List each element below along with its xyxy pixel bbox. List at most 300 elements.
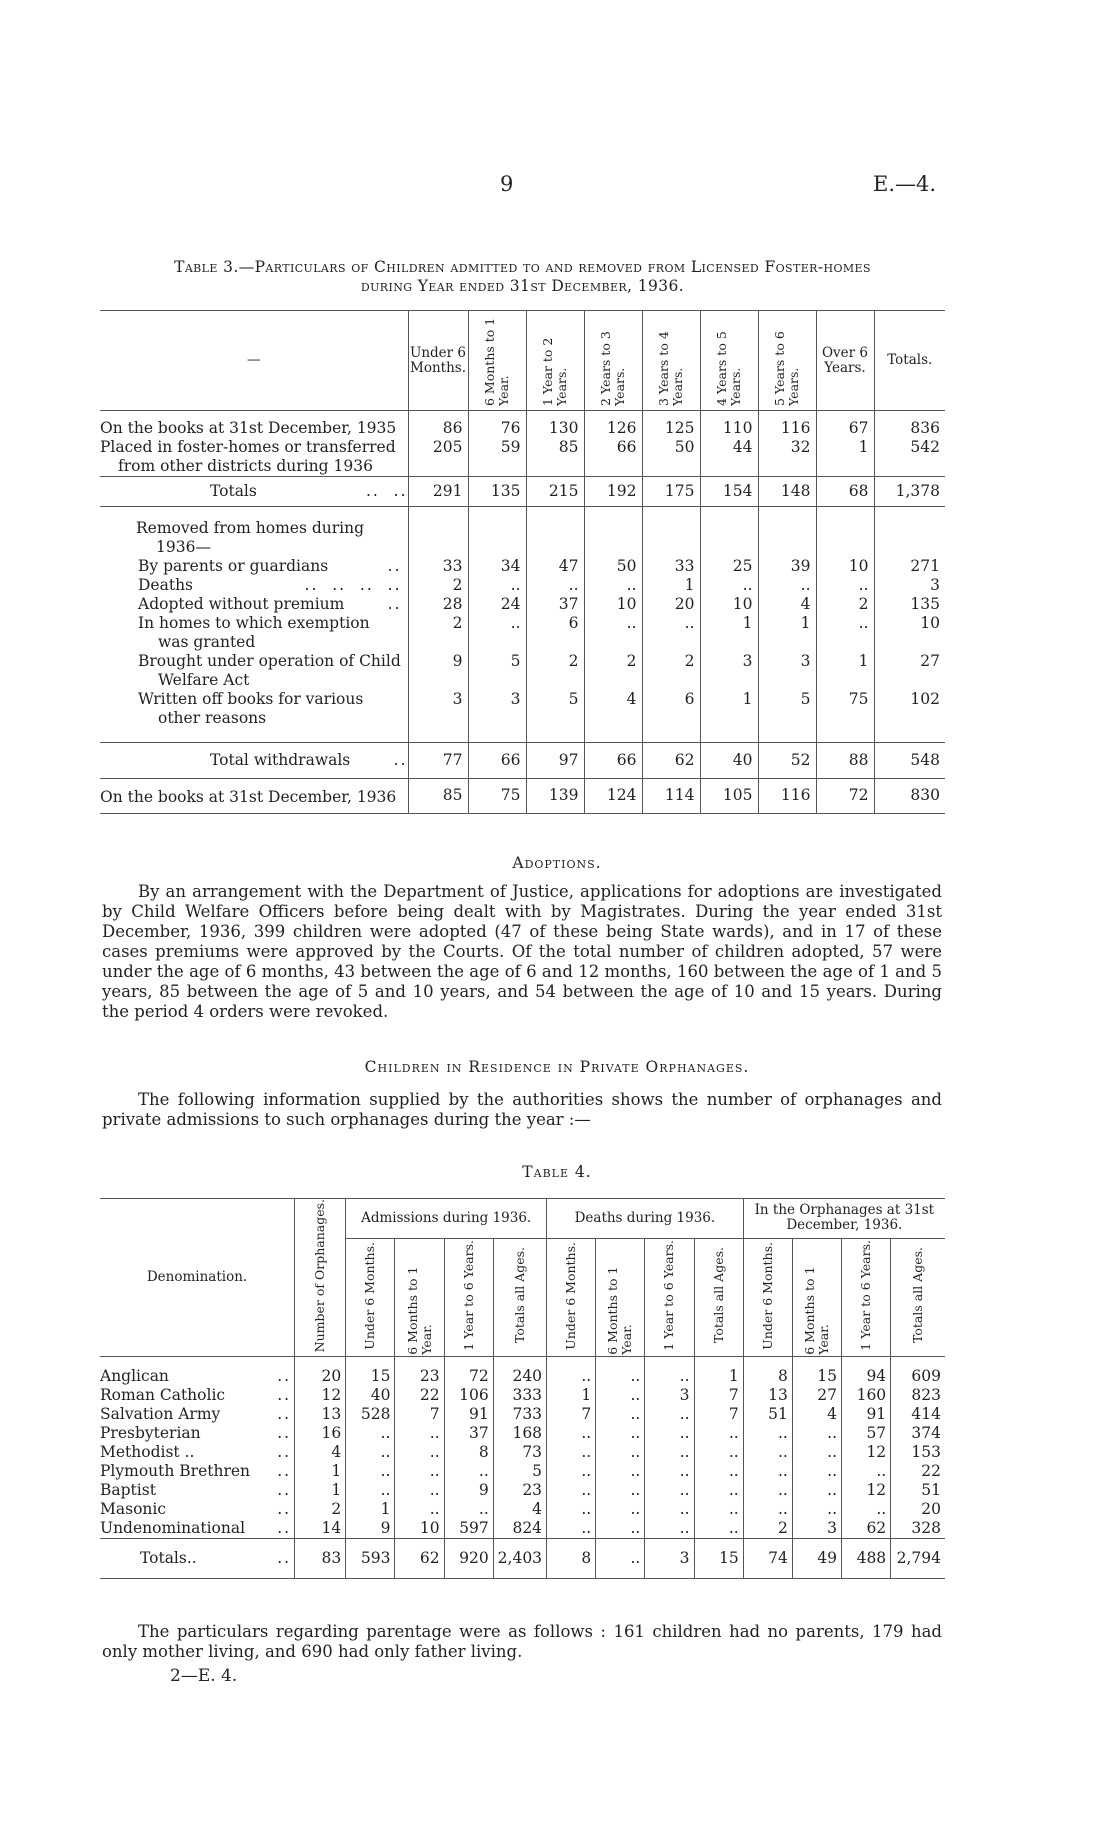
cell: 135 — [468, 476, 526, 506]
cell: .. — [596, 1519, 645, 1539]
cell: 37 — [526, 595, 584, 614]
cell: 824 — [493, 1519, 546, 1539]
cell: 10 — [584, 595, 642, 614]
cell: .. — [792, 1443, 841, 1462]
cell: 110 — [700, 419, 758, 438]
row-label: Total withdrawals .. — [210, 750, 408, 769]
cell: 1 — [694, 1367, 743, 1386]
table-row — [100, 1405, 945, 1424]
table3 — [100, 310, 945, 814]
cell: 328 — [891, 1519, 945, 1539]
cell: .. — [596, 1424, 645, 1443]
cell: 1 — [295, 1481, 346, 1500]
cell: 7 — [694, 1386, 743, 1405]
cell: 6 — [526, 614, 584, 652]
row-label: Totals.. .. — [140, 1548, 292, 1567]
parentage-paragraph: The particulars regarding parentage were as follows : 161 children had no parents, 179 had only mother living, and 690 had only father living. — [102, 1622, 942, 1661]
cell: 5 — [526, 690, 584, 743]
row-label: Roman Catholic .. — [100, 1385, 292, 1404]
t3-col-6-months-1-year: 6 Months to 1 Year. — [468, 311, 526, 411]
footer-signature: 2—E. 4. — [170, 1666, 238, 1686]
cell: 68 — [816, 476, 874, 506]
cell: 3 — [645, 1386, 694, 1405]
cell: 5 — [758, 690, 816, 743]
cell: 593 — [346, 1538, 395, 1578]
table3-corner: — — [100, 311, 408, 411]
table-row — [100, 614, 945, 652]
cell: 12 — [842, 1443, 891, 1462]
cell: 2 — [584, 652, 642, 690]
row-label: Anglican .. — [100, 1366, 292, 1385]
cell: 15 — [792, 1367, 841, 1386]
cell: 20 — [295, 1367, 346, 1386]
row-label: Undenominational .. — [100, 1518, 292, 1537]
cell: 57 — [842, 1424, 891, 1443]
cell: .. — [645, 1367, 694, 1386]
table-row — [100, 652, 945, 690]
table-row — [100, 557, 945, 576]
t3-col-4-5-years: 4 Years to 5 Years. — [700, 311, 758, 411]
death-under-6-months: Under 6 Months. — [547, 1238, 596, 1357]
cell: 153 — [891, 1443, 945, 1462]
cell: 51 — [743, 1405, 792, 1424]
table4-group-row — [100, 1199, 945, 1239]
adm-totals: Totals all Ages. — [493, 1238, 546, 1357]
cell: 97 — [526, 742, 584, 778]
table-row — [100, 1519, 945, 1539]
cell: 7 — [395, 1405, 444, 1424]
cell: 73 — [493, 1443, 546, 1462]
cell: .. — [645, 1500, 694, 1519]
cell: .. — [694, 1443, 743, 1462]
cell: 488 — [842, 1538, 891, 1578]
cell: 102 — [874, 690, 945, 743]
cell: 83 — [295, 1538, 346, 1578]
cell: 124 — [584, 778, 642, 813]
cell: 7 — [694, 1405, 743, 1424]
cell: .. — [842, 1500, 891, 1519]
cell: 8 — [444, 1443, 493, 1462]
death-totals: Totals all Ages. — [694, 1238, 743, 1357]
table3-header-row — [100, 311, 945, 411]
cell: 114 — [642, 778, 700, 813]
cell: 44 — [700, 438, 758, 477]
cell: 4 — [792, 1405, 841, 1424]
cell: 733 — [493, 1405, 546, 1424]
cell: 175 — [642, 476, 700, 506]
cell: 6 — [642, 690, 700, 743]
row-label: Presbyterian .. — [100, 1423, 292, 1442]
denomination-header: Denomination. — [100, 1199, 295, 1357]
cell: 20 — [891, 1500, 945, 1519]
cell: 3 — [700, 652, 758, 690]
cell: 154 — [700, 476, 758, 506]
cell: .. — [444, 1500, 493, 1519]
cell: .. — [645, 1462, 694, 1481]
cell: 10 — [395, 1519, 444, 1539]
row-label: Deaths .. .. .. .. — [138, 575, 402, 594]
cell: 33 — [408, 557, 468, 576]
adm-under-6-months: Under 6 Months. — [346, 1238, 395, 1357]
cell: 12 — [295, 1386, 346, 1405]
cell: 215 — [526, 476, 584, 506]
cell: 28 — [408, 595, 468, 614]
cell: 4 — [493, 1500, 546, 1519]
cell: .. — [395, 1443, 444, 1462]
row-label: Totals .. .. — [210, 481, 408, 500]
cell: .. — [792, 1462, 841, 1481]
cell: 62 — [842, 1519, 891, 1539]
cell: 27 — [874, 652, 945, 690]
res-under-6-months: Under 6 Months. — [743, 1238, 792, 1357]
res-totals: Totals all Ages. — [891, 1238, 945, 1357]
cell: .. — [547, 1462, 596, 1481]
cell: 76 — [468, 419, 526, 438]
cell: 50 — [584, 557, 642, 576]
cell: 830 — [874, 778, 945, 813]
cell: 22 — [891, 1462, 945, 1481]
cell: 72 — [444, 1367, 493, 1386]
cell: .. — [596, 1538, 645, 1578]
cell: 20 — [642, 595, 700, 614]
cell: 597 — [444, 1519, 493, 1539]
cell: 126 — [584, 419, 642, 438]
cell: .. — [468, 614, 526, 652]
cell: 160 — [842, 1386, 891, 1405]
cell: .. — [743, 1481, 792, 1500]
cell: 37 — [444, 1424, 493, 1443]
cell: 66 — [468, 742, 526, 778]
cell: 4 — [758, 595, 816, 614]
cell: 67 — [816, 419, 874, 438]
table-row — [100, 595, 945, 614]
in-orphanages-group-header: In the Orphanages at 31st December, 1936. — [743, 1199, 945, 1239]
table3-title-line1: Table 3.—Particulars of Children admitted to and removed from Licensed Foster-homes — [174, 258, 871, 276]
table-row — [100, 419, 945, 438]
cell: 32 — [758, 438, 816, 477]
page-code: E.—4. — [873, 172, 937, 196]
cell: 542 — [874, 438, 945, 477]
cell: .. — [444, 1462, 493, 1481]
cell: 3 — [408, 690, 468, 743]
cell: 25 — [700, 557, 758, 576]
cell: .. — [743, 1443, 792, 1462]
admissions-group-header: Admissions during 1936. — [346, 1199, 547, 1239]
t3-col-over-6-years: Over 6 Years. — [816, 311, 874, 411]
cell: 59 — [468, 438, 526, 477]
cell: .. — [346, 1462, 395, 1481]
cell: 23 — [493, 1481, 546, 1500]
cell: .. — [346, 1481, 395, 1500]
cell: 8 — [547, 1538, 596, 1578]
cell: 291 — [408, 476, 468, 506]
cell: .. — [645, 1405, 694, 1424]
cell: 1 — [700, 690, 758, 743]
table-row — [100, 1443, 945, 1462]
cell: .. — [547, 1481, 596, 1500]
cell: .. — [596, 1443, 645, 1462]
cell: 1 — [700, 614, 758, 652]
cell: .. — [596, 1367, 645, 1386]
cell: 4 — [584, 690, 642, 743]
cell: .. — [547, 1500, 596, 1519]
cell: 1 — [346, 1500, 395, 1519]
cell: 2 — [816, 595, 874, 614]
table4-title: Table 4. — [522, 1163, 592, 1181]
cell: 135 — [874, 595, 945, 614]
cell: 9 — [408, 652, 468, 690]
cell: .. — [395, 1462, 444, 1481]
cell: .. — [645, 1424, 694, 1443]
cell: 2 — [642, 652, 700, 690]
cell: 10 — [700, 595, 758, 614]
cell: .. — [596, 1462, 645, 1481]
cell: 91 — [444, 1405, 493, 1424]
cell: 9 — [346, 1519, 395, 1539]
cell: 139 — [526, 778, 584, 813]
adoptions-heading: Adoptions. — [512, 854, 602, 872]
cell: 3 — [792, 1519, 841, 1539]
cell: .. — [694, 1481, 743, 1500]
cell: 77 — [408, 742, 468, 778]
cell: 16 — [295, 1424, 346, 1443]
cell: 40 — [346, 1386, 395, 1405]
cell: 50 — [642, 438, 700, 477]
cell: .. — [584, 614, 642, 652]
cell: 47 — [526, 557, 584, 576]
cell: 13 — [295, 1405, 346, 1424]
cell: .. — [792, 1424, 841, 1443]
cell: 51 — [891, 1481, 945, 1500]
cell: 2 — [408, 614, 468, 652]
table-row — [100, 1386, 945, 1405]
cell: 40 — [700, 742, 758, 778]
cell: 13 — [743, 1386, 792, 1405]
res-1-6-years: 1 Year to 6 Years. — [842, 1238, 891, 1357]
cell: 27 — [792, 1386, 841, 1405]
row-label: On the books at 31st December, 1936 — [100, 787, 397, 806]
cell: .. — [547, 1443, 596, 1462]
row-label: Brought under operation of Child Welfare Act — [138, 651, 401, 689]
cell: 192 — [584, 476, 642, 506]
row-label: Placed in foster-homes or transferred from other districts during 1936 — [100, 437, 396, 475]
row-label: Methodist .. .. — [100, 1442, 292, 1461]
cell: 72 — [816, 778, 874, 813]
cell: .. — [645, 1519, 694, 1539]
t3-col-under-6-months: Under 6 Months. — [408, 311, 468, 411]
t3-col-1-2-years: 1 Year to 2 Years. — [526, 311, 584, 411]
table-row — [100, 1462, 945, 1481]
table-row — [100, 690, 945, 743]
cell: .. — [743, 1500, 792, 1519]
cell: .. — [645, 1481, 694, 1500]
cell: .. — [346, 1424, 395, 1443]
row-label: Written off books for various other reasons — [138, 689, 364, 727]
row-label: On the books at 31st December, 1935 — [100, 418, 397, 437]
t3-col-3-4-years: 3 Years to 4 Years. — [642, 311, 700, 411]
row-label: Removed from homes during 1936— — [136, 518, 364, 556]
adm-1-6-years: 1 Year to 6 Years. — [444, 1238, 493, 1357]
cell: 12 — [842, 1481, 891, 1500]
cell: 22 — [395, 1386, 444, 1405]
cell: 34 — [468, 557, 526, 576]
cell: 49 — [792, 1538, 841, 1578]
cell: 3 — [645, 1538, 694, 1578]
cell: 91 — [842, 1405, 891, 1424]
cell: 23 — [395, 1367, 444, 1386]
cell: 52 — [758, 742, 816, 778]
row-label: Masonic .. — [100, 1499, 292, 1518]
table-row — [100, 438, 945, 477]
cell: 2 — [743, 1519, 792, 1539]
cell: 2 — [408, 576, 468, 595]
cell: 374 — [891, 1424, 945, 1443]
cell: .. — [816, 576, 874, 595]
cell: 548 — [874, 742, 945, 778]
table-row — [100, 1500, 945, 1519]
cell: 836 — [874, 419, 945, 438]
cell: .. — [792, 1481, 841, 1500]
cell: .. — [596, 1386, 645, 1405]
cell: 1,378 — [874, 476, 945, 506]
cell: 823 — [891, 1386, 945, 1405]
cell: 240 — [493, 1367, 546, 1386]
cell: 9 — [444, 1481, 493, 1500]
cell: 205 — [408, 438, 468, 477]
adoptions-paragraph: By an arrangement with the Department of Justice, applications for adoptions are investigated by Child Welfare Officers before being dealt with by Magistrates. During the year ended 31st December, 1936, 399 children were adopted (47 of these being State wards), and in 17 of these cases premiums were approved by the Courts. Of the total number of children adopted, 57 were under the age of 6 months, 43 between the age of 6 and 12 months, 160 between the age of 1 and 5 years, 85 between the age of 5 and 10 years, and 54 between the age of 10 and 15 years. During the period 4 orders were revoked. — [102, 882, 942, 1021]
cell: 3 — [468, 690, 526, 743]
cell: 88 — [816, 742, 874, 778]
cell: 5 — [493, 1462, 546, 1481]
cell: .. — [645, 1443, 694, 1462]
cell: 10 — [874, 614, 945, 652]
cell: .. — [743, 1424, 792, 1443]
orphanages-paragraph: The following information supplied by the authorities shows the number of orphanages and private admissions to such orphanages during the year :— — [102, 1090, 942, 1129]
table-row-totals — [100, 1538, 945, 1578]
cell: 85 — [408, 778, 468, 813]
row-label: Baptist .. — [100, 1480, 292, 1499]
cell: .. — [816, 614, 874, 652]
cell: 94 — [842, 1367, 891, 1386]
cell: .. — [694, 1424, 743, 1443]
page-number: 9 — [500, 172, 514, 196]
cell: .. — [596, 1405, 645, 1424]
res-6-months-1-year: 6 Months to 1 Year. — [792, 1238, 841, 1357]
cell: .. — [547, 1519, 596, 1539]
cell: .. — [758, 576, 816, 595]
death-1-6-years: 1 Year to 6 Years. — [645, 1238, 694, 1357]
cell: .. — [596, 1500, 645, 1519]
table-row — [100, 576, 945, 595]
cell: .. — [547, 1367, 596, 1386]
cell: 1 — [758, 614, 816, 652]
cell: 66 — [584, 438, 642, 477]
cell: .. — [743, 1462, 792, 1481]
row-label: Plymouth Brethren .. — [100, 1461, 292, 1480]
orphanages-heading: Children in Residence in Private Orphanages. — [364, 1058, 750, 1076]
cell: .. — [395, 1481, 444, 1500]
cell: 116 — [758, 419, 816, 438]
cell: 106 — [444, 1386, 493, 1405]
cell: .. — [584, 576, 642, 595]
cell: 3 — [874, 576, 945, 595]
cell: 528 — [346, 1405, 395, 1424]
cell: 1 — [547, 1386, 596, 1405]
table3-title — [95, 258, 950, 296]
adm-6-months-1-year: 6 Months to 1 Year. — [395, 1238, 444, 1357]
cell: 2,794 — [891, 1538, 945, 1578]
cell: 1 — [816, 652, 874, 690]
cell: 74 — [743, 1538, 792, 1578]
table-row-withdrawals — [100, 742, 945, 778]
cell: .. — [700, 576, 758, 595]
cell: 1 — [642, 576, 700, 595]
cell: .. — [395, 1500, 444, 1519]
cell: .. — [642, 614, 700, 652]
cell: 14 — [295, 1519, 346, 1539]
cell: .. — [526, 576, 584, 595]
table-row-closing — [100, 778, 945, 813]
cell: .. — [694, 1519, 743, 1539]
cell: 1 — [295, 1462, 346, 1481]
row-label: Salvation Army .. — [100, 1404, 292, 1423]
cell: .. — [468, 576, 526, 595]
cell: .. — [596, 1481, 645, 1500]
cell: .. — [792, 1500, 841, 1519]
cell: 414 — [891, 1405, 945, 1424]
cell: 2 — [526, 652, 584, 690]
cell: 4 — [295, 1443, 346, 1462]
t3-col-5-6-years: 5 Years to 6 Years. — [758, 311, 816, 411]
cell: 86 — [408, 419, 468, 438]
table-row-totals — [100, 476, 945, 506]
t3-col-2-3-years: 2 Years to 3 Years. — [584, 311, 642, 411]
death-6-months-1-year: 6 Months to 1 Year. — [596, 1238, 645, 1357]
cell: 609 — [891, 1367, 945, 1386]
cell: 5 — [468, 652, 526, 690]
cell: .. — [346, 1443, 395, 1462]
row-label: Adopted without premium .. — [138, 594, 402, 613]
cell: .. — [694, 1500, 743, 1519]
cell: 2 — [295, 1500, 346, 1519]
cell: 66 — [584, 742, 642, 778]
t3-col-totals: Totals. — [874, 311, 945, 411]
cell: .. — [842, 1462, 891, 1481]
cell: 75 — [816, 690, 874, 743]
row-label: In homes to which exemption was granted — [138, 613, 370, 651]
cell: 148 — [758, 476, 816, 506]
table4 — [100, 1198, 945, 1579]
number-of-orphanages-header: Number of Orphanages. — [295, 1199, 346, 1357]
cell: 8 — [743, 1367, 792, 1386]
cell: .. — [547, 1424, 596, 1443]
table-row-subheading — [100, 506, 945, 557]
cell: 24 — [468, 595, 526, 614]
cell: 15 — [346, 1367, 395, 1386]
cell: 116 — [758, 778, 816, 813]
table-row — [100, 1367, 945, 1386]
cell: .. — [694, 1462, 743, 1481]
cell: 75 — [468, 778, 526, 813]
cell: 15 — [694, 1538, 743, 1578]
cell: 10 — [816, 557, 874, 576]
table3-title-line2: during Year ended 31st December, 1936. — [360, 277, 685, 295]
cell: .. — [395, 1424, 444, 1443]
cell: 3 — [758, 652, 816, 690]
cell: 333 — [493, 1386, 546, 1405]
cell: 271 — [874, 557, 945, 576]
cell: 7 — [547, 1405, 596, 1424]
